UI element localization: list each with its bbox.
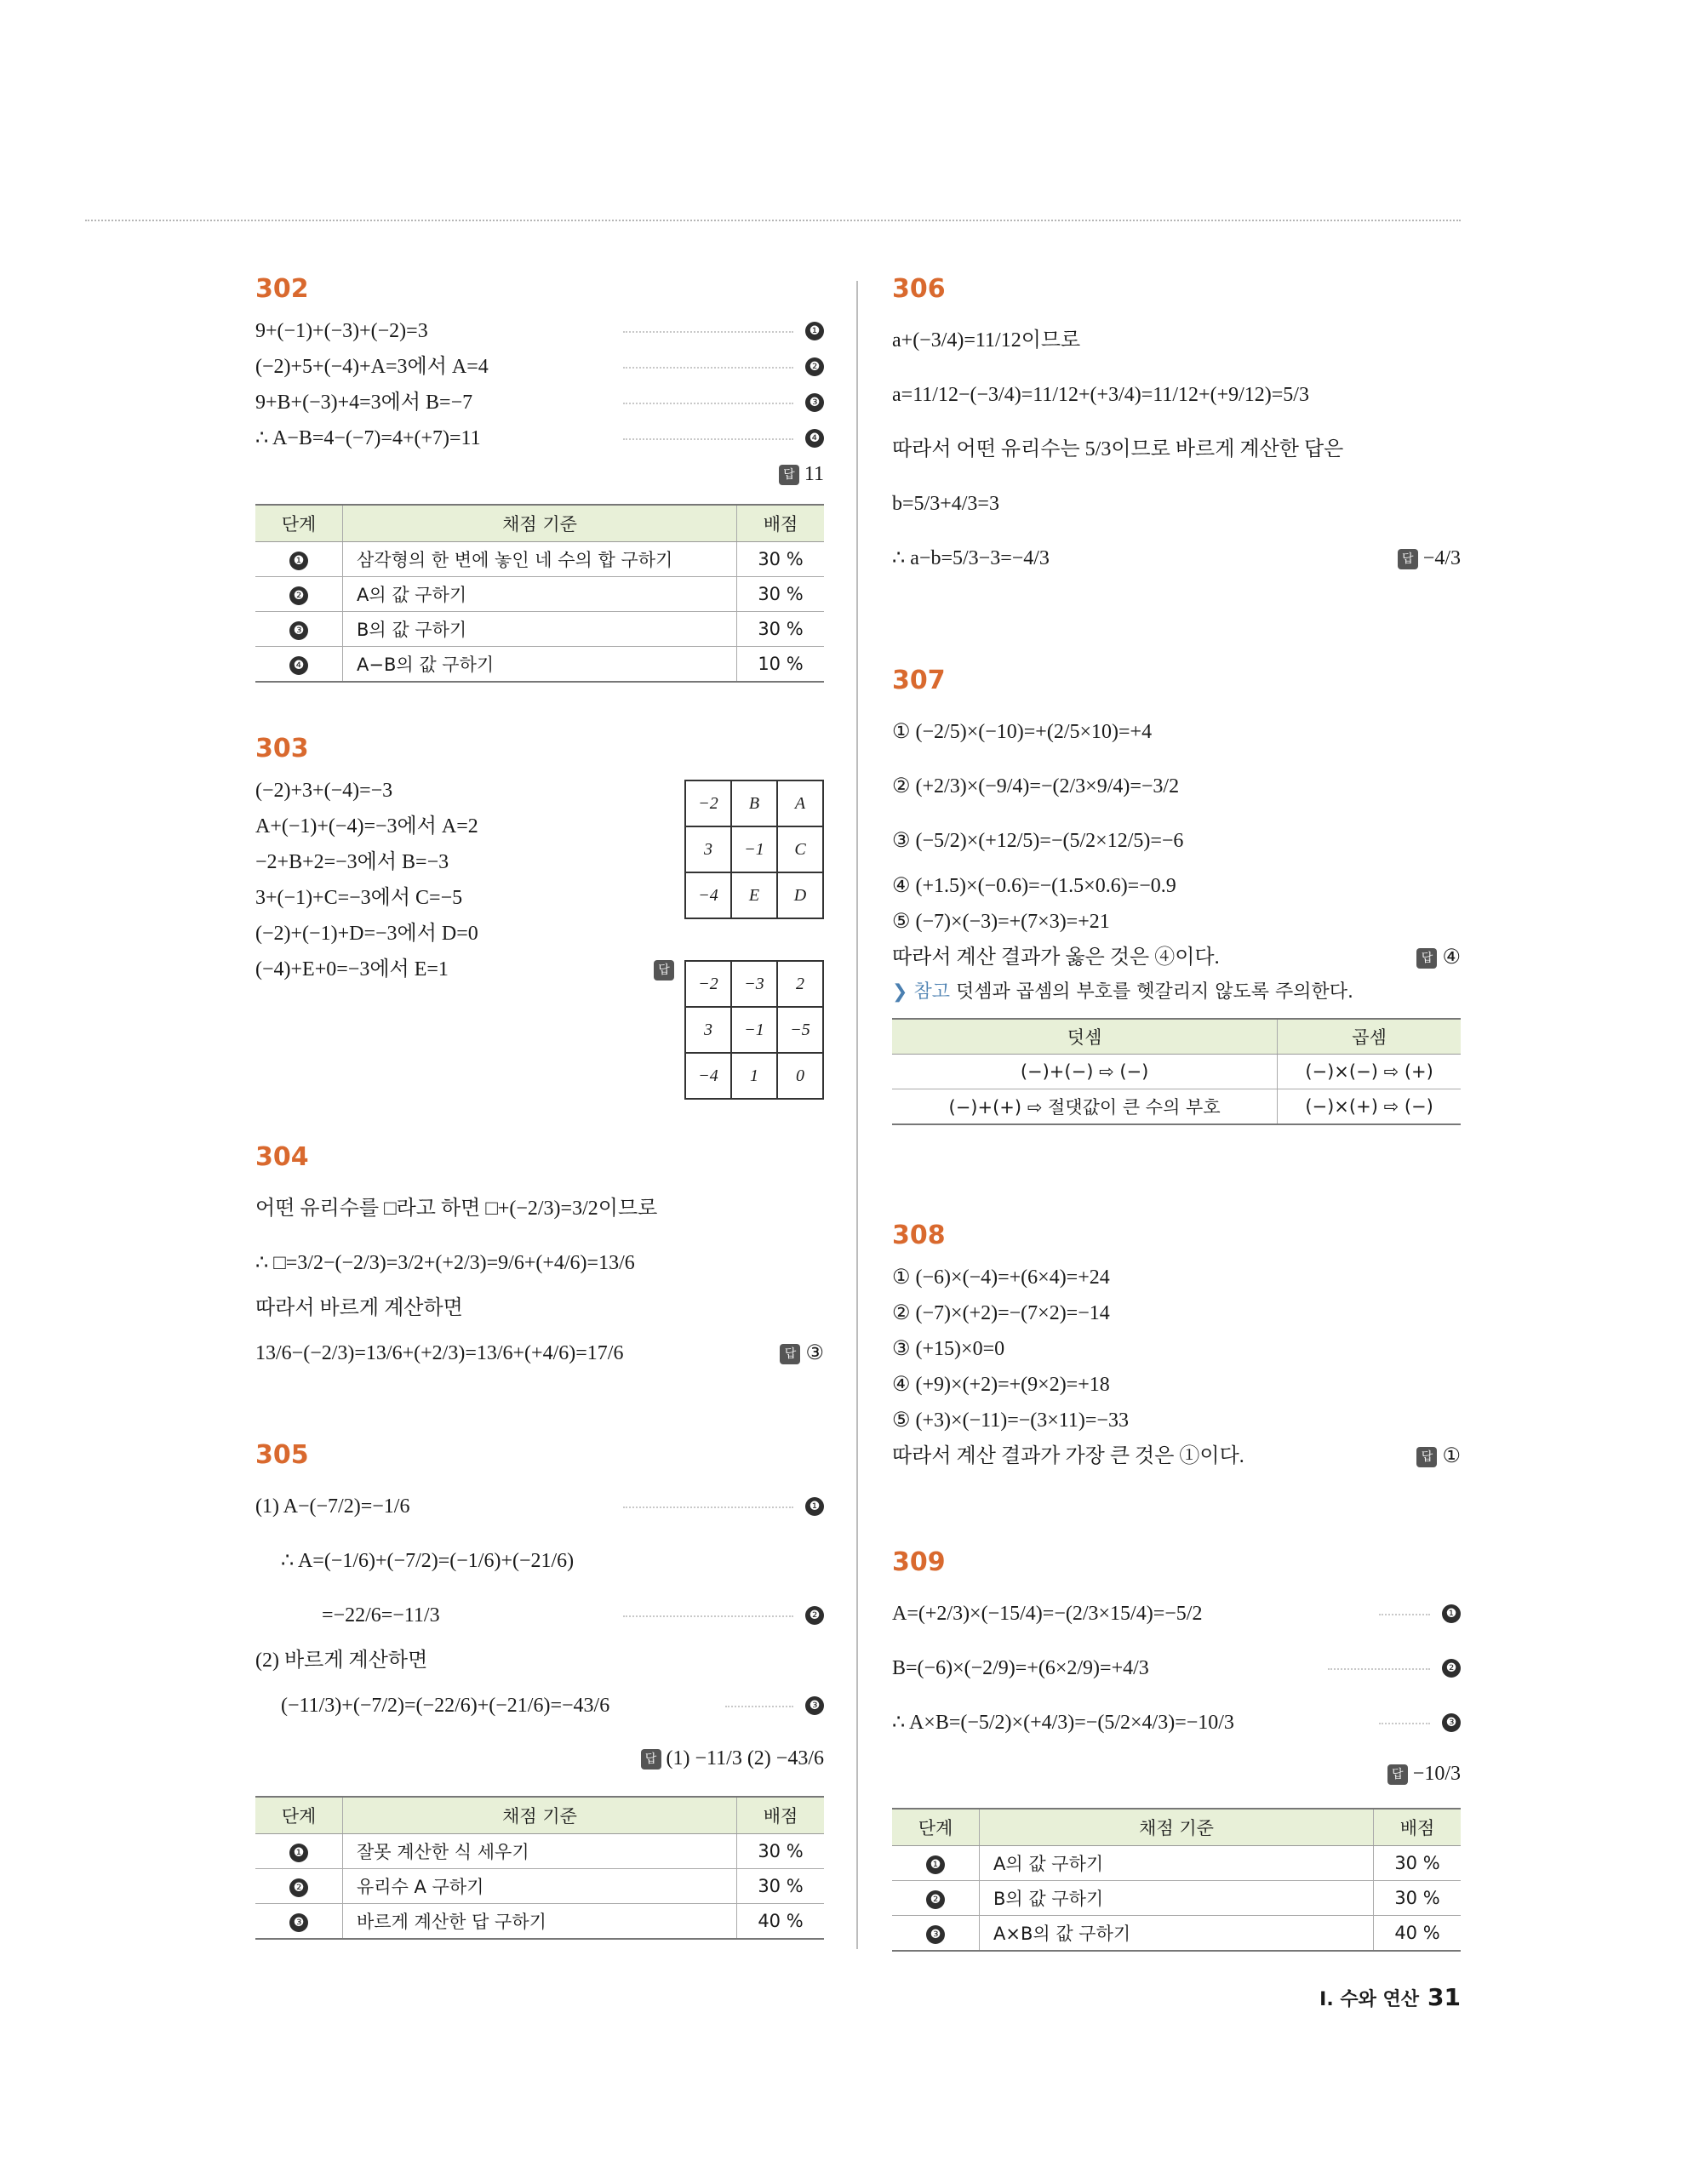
answer-badge: 답 — [1387, 1764, 1408, 1785]
answer-badge: 답 — [1416, 1447, 1437, 1467]
solution-line: ① (−6)×(−4)=+(6×4)=+24 — [892, 1266, 1110, 1289]
problem-303 — [255, 732, 824, 1106]
solution-line: 9+(−1)+(−3)+(−2)=3 ❶ — [255, 313, 824, 349]
answer: 답 ③ — [780, 1326, 824, 1381]
answer-badge: 답 — [1416, 948, 1437, 969]
solution-line: ∴ A=(−1/6)+(−7/2)=(−1/6)+(−21/6) — [281, 1550, 575, 1572]
solution-line: ∴ A×B=(−5/2)×(+4/3)=−(5/2×4/3)=−10/3 ❸ — [892, 1695, 1461, 1750]
page-number: 31 — [1427, 1983, 1461, 2011]
solution-line: ④ (+1.5)×(−0.6)=−(1.5×0.6)=−0.9 — [892, 875, 1176, 897]
table-row: (−)+(−) ⇨ (−) (−)×(−) ⇨ (+) — [892, 1055, 1461, 1089]
solution-line: (−11/3)+(−7/2)=(−22/6)+(−21/6)=−43/6 ❸ — [255, 1678, 824, 1733]
magic-triangle-grid: −2 B A 3 −1 C −4 E D — [684, 780, 824, 919]
solution-line: (1) A−(−7/2)=−1/6 ❶ — [255, 1479, 824, 1534]
step-marker: ❹ — [805, 429, 824, 448]
column-separator — [856, 281, 858, 1949]
solution-line: A+(−1)+(−4)=−3에서 A=2 — [255, 815, 478, 838]
solution-line: (−2)+(−1)+D=−3에서 D=0 — [255, 923, 478, 945]
solution-line: ② (+2/3)×(−9/4)=−(2/3×9/4)=−3/2 — [892, 775, 1180, 798]
solution-line: (−2)+3+(−4)=−3 — [255, 780, 393, 802]
table-row: (−)+(+) ⇨ 절댓값이 큰 수의 부호 (−)×(+) ⇨ (−) — [892, 1089, 1461, 1125]
solution-line: 따라서 바르게 계산하면 — [255, 1297, 463, 1319]
problem-309 — [892, 1546, 1461, 1952]
answer: 답 ④ — [1416, 940, 1461, 975]
answer: 답 ① — [1416, 1438, 1461, 1474]
answer-badge: 답 — [779, 465, 799, 485]
answer: 답 −10/3 — [892, 1750, 1461, 1798]
scoring-table: 단계 채점 기준 배점 ❶ 삼각형의 한 변에 놓인 네 수의 합 구하기 30 % ❷ A의 값 구하기 30 % ❸ B의 값 구하기 30 % ❹ A−B의 값 구하기 10 % — [255, 504, 824, 683]
solution-line: ⑤ (−7)×(−3)=+(7×3)=+21 — [892, 911, 1110, 933]
problem-308 — [892, 1219, 1461, 1474]
solution-line: ③ (+15)×0=0 — [892, 1338, 1005, 1360]
solution-line: 따라서 어떤 유리수는 5/3이므로 바르게 계산한 답은 — [892, 438, 1344, 460]
table-row: ❷ B의 값 구하기 30 % — [892, 1881, 1461, 1916]
answer: 답 (1) −11/3 (2) −43/6 — [255, 1733, 824, 1784]
solution-line: ① (−2/5)×(−10)=+(2/5×10)=+4 — [892, 721, 1153, 743]
table-row: ❶ 삼각형의 한 변에 놓인 네 수의 합 구하기 30 % — [255, 542, 824, 577]
table-row: ❶ A의 값 구하기 30 % — [892, 1846, 1461, 1881]
answer: 답 11 — [255, 456, 824, 492]
solution-line: 따라서 계산 결과가 가장 큰 것은 ①이다. 답 ① — [892, 1438, 1461, 1474]
solution-line: 13/6−(−2/3)=13/6+(+2/3)=13/6+(+4/6)=17/6 답 ③ — [255, 1326, 824, 1381]
problem-305 — [255, 1438, 824, 1940]
answer-badge: 답 — [641, 1749, 661, 1769]
problem-306 — [892, 272, 1461, 586]
answer-grid: −2 −3 2 3 −1 −5 −4 1 0 — [684, 960, 824, 1100]
note-tag: ❯ — [892, 981, 914, 1003]
solution-line: ③ (−5/2)×(+12/5)=−(5/2×12/5)=−6 — [892, 830, 1184, 852]
step-marker: ❶ — [805, 1497, 824, 1516]
step-marker: ❸ — [805, 393, 824, 412]
table-row: ❸ B의 값 구하기 30 % — [255, 612, 824, 647]
problem-number: 308 — [892, 1221, 946, 1250]
step-marker: ❸ — [1442, 1713, 1461, 1732]
table-row: ❸ A×B의 값 구하기 40 % — [892, 1916, 1461, 1952]
top-dotted-rule — [85, 220, 1461, 221]
scoring-table: 단계 채점 기준 배점 ❶ A의 값 구하기 30 % ❷ B의 값 구하기 30 % ❸ A×B의 값 구하기 40 % — [892, 1808, 1461, 1952]
solution-line: ∴ □=3/2−(−2/3)=3/2+(+2/3)=9/6+(+4/6)=13/6 — [255, 1252, 635, 1274]
solution-line: 따라서 계산 결과가 옳은 것은 ④이다. 답 ④ — [892, 940, 1461, 975]
step-marker: ❷ — [805, 1606, 824, 1625]
problem-number: 307 — [892, 666, 946, 695]
step-marker: ❷ — [1442, 1659, 1461, 1678]
step-marker: ❷ — [805, 357, 824, 376]
problem-304 — [255, 1141, 824, 1381]
step-marker: ❸ — [805, 1696, 824, 1715]
solution-line: −2+B+2=−3에서 B=−3 — [255, 851, 449, 873]
problem-number: 303 — [255, 734, 309, 763]
solution-line: ∴ a−b=5/3−3=−4/3 답 −4/3 — [892, 531, 1461, 586]
problem-number: 309 — [892, 1547, 946, 1577]
solution-line: (2) 바르게 계산하면 — [255, 1649, 428, 1672]
solution-line: ⑤ (+3)×(−11)=−(3×11)=−33 — [892, 1409, 1129, 1432]
sign-reference-table: 덧셈 곱셈 (−)+(−) ⇨ (−) (−)×(−) ⇨ (+) (−)+(+) ⇨ 절댓값이 큰 수의 부호 (−)×(+) ⇨ (−) — [892, 1018, 1461, 1125]
solution-line: ④ (+9)×(+2)=+(9×2)=+18 — [892, 1374, 1110, 1396]
solution-line: a=11/12−(−3/4)=11/12+(+3/4)=11/12+(+9/12)=5/3 — [892, 384, 1309, 406]
page-footer — [1319, 1983, 1461, 2011]
solution-line: ② (−7)×(+2)=−(7×2)=−14 — [892, 1302, 1110, 1324]
table-row: ❶ 잘못 계산한 식 세우기 30 % — [255, 1834, 824, 1869]
problem-number: 305 — [255, 1440, 309, 1470]
problem-number: 306 — [892, 274, 946, 304]
reference-note: ❯ 참고 덧셈과 곱셈의 부호를 헷갈리지 않도록 주의한다. — [892, 981, 1353, 1003]
table-row: ❷ 유리수 A 구하기 30 % — [255, 1869, 824, 1904]
solution-line: (−2)+5+(−4)+A=3에서 A=4 ❷ — [255, 349, 824, 385]
solution-line: =−22/6=−11/3 ❷ — [255, 1588, 824, 1643]
chapter-label: I. 수와 연산 — [1319, 1989, 1420, 2010]
answer-badge: 답 — [654, 960, 674, 981]
table-row: ❸ 바르게 계산한 답 구하기 40 % — [255, 1904, 824, 1940]
solution-line: a+(−3/4)=11/12이므로 — [892, 329, 1081, 352]
answer-badge: 답 — [1398, 549, 1418, 569]
solution-line: A=(+2/3)×(−15/4)=−(2/3×15/4)=−5/2 ❶ — [892, 1587, 1461, 1641]
problem-307 — [892, 664, 1461, 1125]
scoring-table: 단계 채점 기준 배점 ❶ 잘못 계산한 식 세우기 30 % ❷ 유리수 A 구하기 30 % ❸ 바르게 계산한 답 구하기 40 % — [255, 1796, 824, 1940]
problem-number: 304 — [255, 1142, 309, 1172]
solution-line: ∴ A−B=4−(−7)=4+(+7)=11 ❹ — [255, 420, 824, 456]
problem-number: 302 — [255, 274, 309, 304]
solution-line: 9+B+(−3)+4=3에서 B=−7 ❸ — [255, 385, 824, 420]
step-marker: ❶ — [1442, 1604, 1461, 1623]
solution-line: 3+(−1)+C=−3에서 C=−5 — [255, 887, 463, 909]
solution-line: (−4)+E+0=−3에서 E=1 — [255, 958, 449, 981]
solution-line: 어떤 유리수를 □라고 하면 □+(−2/3)=3/2이므로 — [255, 1198, 658, 1220]
table-row: ❹ A−B의 값 구하기 10 % — [255, 647, 824, 683]
problem-302 — [255, 272, 824, 683]
answer-badge: 답 — [780, 1344, 800, 1364]
step-marker: ❶ — [805, 322, 824, 340]
solution-line: b=5/3+4/3=3 — [892, 493, 999, 515]
answer: 답 −4/3 — [1398, 531, 1461, 586]
table-row: ❷ A의 값 구하기 30 % — [255, 577, 824, 612]
solution-line: B=(−6)×(−2/9)=+(6×2/9)=+4/3 ❷ — [892, 1641, 1461, 1695]
